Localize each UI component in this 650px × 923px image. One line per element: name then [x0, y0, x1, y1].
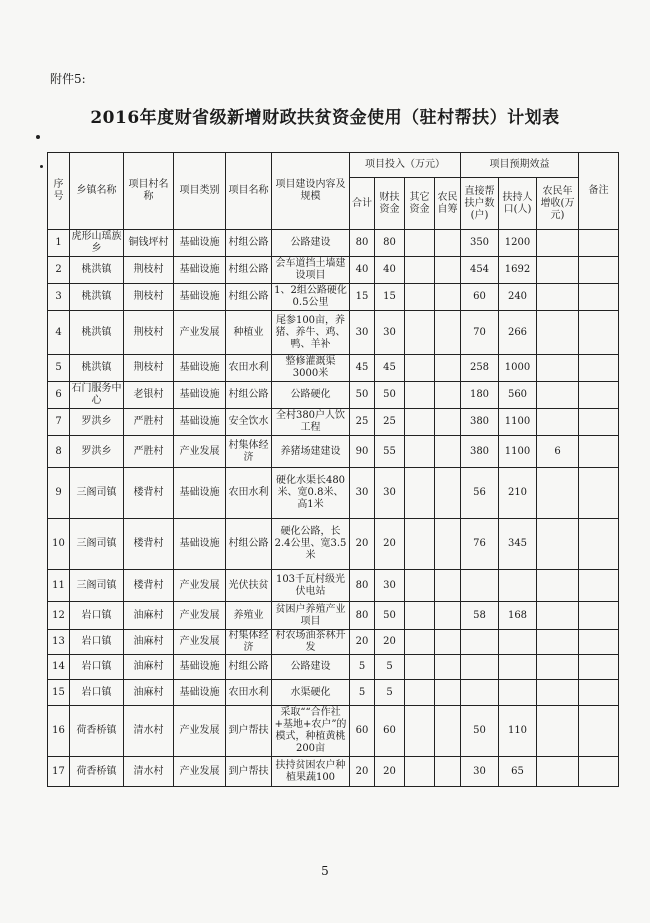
cell-income [537, 655, 579, 680]
table-row [48, 706, 619, 757]
table-row [48, 284, 619, 311]
cell-category: 产业发展 [174, 757, 226, 787]
cell-seq: 14 [48, 655, 70, 680]
cell-households [461, 630, 499, 655]
cell-farmer [435, 284, 461, 311]
cell-fiscal: 20 [375, 630, 405, 655]
cell-remarks [579, 706, 619, 757]
cell-fiscal: 5 [375, 655, 405, 680]
table-row [48, 311, 619, 355]
cell-category: 基础设施 [174, 382, 226, 409]
cell-fiscal: 60 [375, 706, 405, 757]
header-population: 扶持人口(人) [499, 178, 537, 230]
header-remarks: 备注 [579, 153, 619, 230]
header-farmer: 农民自筹 [435, 178, 461, 230]
cell-project-name: 农田水利 [226, 355, 272, 382]
table-row [48, 570, 619, 602]
cell-remarks [579, 602, 619, 630]
cell-farmer [435, 680, 461, 706]
cell-content: 会车道挡土墙建设项目 [272, 257, 350, 284]
cell-remarks [579, 355, 619, 382]
cell-other [405, 655, 435, 680]
cell-village: 油麻村 [124, 602, 174, 630]
table-row [48, 757, 619, 787]
cell-other [405, 382, 435, 409]
cell-other [405, 602, 435, 630]
cell-population: 210 [499, 468, 537, 519]
cell-other [405, 757, 435, 787]
header-fiscal: 财扶资金 [375, 178, 405, 230]
cell-town: 罗洪乡 [70, 409, 124, 436]
cell-farmer [435, 257, 461, 284]
cell-remarks [579, 757, 619, 787]
cell-fiscal: 30 [375, 570, 405, 602]
cell-remarks [579, 570, 619, 602]
cell-income [537, 409, 579, 436]
cell-total: 15 [350, 284, 375, 311]
cell-population [499, 630, 537, 655]
cell-town: 荷香桥镇 [70, 706, 124, 757]
cell-population: 240 [499, 284, 537, 311]
page-number: 5 [321, 864, 329, 878]
cell-project-name: 村组公路 [226, 519, 272, 570]
plan-table [47, 152, 619, 787]
table-row [48, 409, 619, 436]
cell-category: 产业发展 [174, 436, 226, 468]
cell-content: 整修灌溉渠3000米 [272, 355, 350, 382]
cell-other [405, 468, 435, 519]
cell-income [537, 706, 579, 757]
cell-town: 罗洪乡 [70, 436, 124, 468]
cell-other [405, 311, 435, 355]
cell-remarks [579, 680, 619, 706]
header-other: 其它资金 [405, 178, 435, 230]
cell-content: 养猪场建建设 [272, 436, 350, 468]
cell-category: 基础设施 [174, 680, 226, 706]
cell-seq: 5 [48, 355, 70, 382]
cell-project-name: 到户帮扶 [226, 706, 272, 757]
cell-content: 尾参100亩，养猪、养牛、鸡、鸭、羊补 [272, 311, 350, 355]
cell-content: 采取““合作社+基地+农户”的模式，种植黄桃200亩 [272, 706, 350, 757]
cell-seq: 2 [48, 257, 70, 284]
cell-seq: 10 [48, 519, 70, 570]
cell-village: 老银村 [124, 382, 174, 409]
document-title: 2016年度财省级新增财政扶贫资金使用（驻村帮扶）计划表 [90, 108, 560, 128]
cell-other [405, 257, 435, 284]
cell-farmer [435, 570, 461, 602]
cell-seq: 8 [48, 436, 70, 468]
cell-town: 岩口镇 [70, 630, 124, 655]
cell-village: 油麻村 [124, 680, 174, 706]
cell-farmer [435, 655, 461, 680]
cell-category: 产业发展 [174, 602, 226, 630]
cell-households: 180 [461, 382, 499, 409]
cell-remarks [579, 655, 619, 680]
scan-mark [40, 165, 43, 168]
cell-project-name: 村组公路 [226, 382, 272, 409]
cell-households: 30 [461, 757, 499, 787]
header-village: 项目村名称 [124, 153, 174, 230]
cell-income [537, 284, 579, 311]
cell-project-name: 村组公路 [226, 655, 272, 680]
table-row [48, 680, 619, 706]
cell-fiscal: 30 [375, 311, 405, 355]
table-row [48, 602, 619, 630]
cell-farmer [435, 355, 461, 382]
cell-income [537, 570, 579, 602]
cell-town: 三阁司镇 [70, 519, 124, 570]
cell-households: 70 [461, 311, 499, 355]
cell-seq: 15 [48, 680, 70, 706]
cell-content: 公路建设 [272, 655, 350, 680]
cell-seq: 12 [48, 602, 70, 630]
cell-seq: 7 [48, 409, 70, 436]
cell-total: 25 [350, 409, 375, 436]
scan-mark [36, 135, 40, 139]
cell-town: 岩口镇 [70, 680, 124, 706]
cell-project-name: 农田水利 [226, 680, 272, 706]
cell-other [405, 409, 435, 436]
cell-category: 基础设施 [174, 355, 226, 382]
header-seq: 序号 [48, 153, 70, 230]
cell-category: 基础设施 [174, 655, 226, 680]
cell-farmer [435, 409, 461, 436]
cell-population: 266 [499, 311, 537, 355]
cell-households: 50 [461, 706, 499, 757]
cell-fiscal: 5 [375, 680, 405, 706]
cell-households: 258 [461, 355, 499, 382]
cell-remarks [579, 519, 619, 570]
table-body [48, 230, 619, 787]
cell-village: 清水村 [124, 706, 174, 757]
cell-project-name: 养殖业 [226, 602, 272, 630]
cell-households: 454 [461, 257, 499, 284]
cell-remarks [579, 468, 619, 519]
cell-seq: 17 [48, 757, 70, 787]
cell-farmer [435, 382, 461, 409]
cell-income [537, 630, 579, 655]
cell-households: 380 [461, 436, 499, 468]
cell-village: 荆枝村 [124, 257, 174, 284]
cell-other [405, 230, 435, 257]
cell-town: 三阁司镇 [70, 570, 124, 602]
cell-households: 56 [461, 468, 499, 519]
cell-total: 45 [350, 355, 375, 382]
cell-town: 三阁司镇 [70, 468, 124, 519]
cell-town: 桃洪镇 [70, 355, 124, 382]
table-row [48, 655, 619, 680]
cell-total: 30 [350, 311, 375, 355]
cell-village: 严胜村 [124, 436, 174, 468]
cell-remarks [579, 257, 619, 284]
cell-population: 65 [499, 757, 537, 787]
table-row [48, 436, 619, 468]
cell-income [537, 519, 579, 570]
cell-town: 荷香桥镇 [70, 757, 124, 787]
cell-seq: 16 [48, 706, 70, 757]
cell-income [537, 602, 579, 630]
cell-remarks [579, 382, 619, 409]
header-total: 合计 [350, 178, 375, 230]
cell-other [405, 706, 435, 757]
cell-total: 5 [350, 655, 375, 680]
header-investment-group: 项目投入（万元） [350, 153, 461, 178]
header-category: 项目类别 [174, 153, 226, 230]
cell-content: 村农场油茶林开发 [272, 630, 350, 655]
cell-project-name: 村组公路 [226, 257, 272, 284]
cell-total: 80 [350, 230, 375, 257]
cell-fiscal: 55 [375, 436, 405, 468]
cell-income [537, 382, 579, 409]
cell-population: 1100 [499, 409, 537, 436]
cell-population: 1100 [499, 436, 537, 468]
cell-households [461, 680, 499, 706]
cell-total: 60 [350, 706, 375, 757]
cell-village: 荆枝村 [124, 284, 174, 311]
cell-total: 5 [350, 680, 375, 706]
header-content: 项目建设内容及规模 [272, 153, 350, 230]
cell-income [537, 230, 579, 257]
cell-town: 岩口镇 [70, 602, 124, 630]
cell-content: 扶持贫困农户种植果蔬100 [272, 757, 350, 787]
cell-fiscal: 15 [375, 284, 405, 311]
cell-content: 硬化公路，长2.4公里、宽3.5米 [272, 519, 350, 570]
cell-town: 石门服务中心 [70, 382, 124, 409]
cell-village: 清水村 [124, 757, 174, 787]
cell-population: 560 [499, 382, 537, 409]
cell-fiscal: 30 [375, 468, 405, 519]
cell-other [405, 355, 435, 382]
cell-population: 1692 [499, 257, 537, 284]
cell-content: 硬化水渠长480米、宽0.8米、高1米 [272, 468, 350, 519]
cell-total: 80 [350, 570, 375, 602]
cell-village: 楼背村 [124, 468, 174, 519]
cell-total: 30 [350, 468, 375, 519]
cell-population [499, 570, 537, 602]
cell-project-name: 村组公路 [226, 284, 272, 311]
cell-category: 基础设施 [174, 284, 226, 311]
cell-fiscal: 45 [375, 355, 405, 382]
cell-income [537, 311, 579, 355]
cell-farmer [435, 630, 461, 655]
cell-category: 基础设施 [174, 230, 226, 257]
cell-content: 贫困户养殖产业项目 [272, 602, 350, 630]
cell-income [537, 680, 579, 706]
header-project-name: 项目名称 [226, 153, 272, 230]
table-row [48, 468, 619, 519]
cell-farmer [435, 602, 461, 630]
cell-seq: 6 [48, 382, 70, 409]
cell-category: 产业发展 [174, 706, 226, 757]
cell-content: 公路硬化 [272, 382, 350, 409]
cell-other [405, 519, 435, 570]
cell-category: 基础设施 [174, 519, 226, 570]
cell-content: 公路建设 [272, 230, 350, 257]
cell-income [537, 468, 579, 519]
header-town: 乡镇名称 [70, 153, 124, 230]
cell-content: 全村380户人饮工程 [272, 409, 350, 436]
cell-households [461, 655, 499, 680]
cell-fiscal: 20 [375, 519, 405, 570]
cell-income [537, 355, 579, 382]
header-income: 农民年增收(万元) [537, 178, 579, 230]
cell-town: 桃洪镇 [70, 284, 124, 311]
cell-total: 20 [350, 519, 375, 570]
cell-total: 50 [350, 382, 375, 409]
cell-village: 楼背村 [124, 519, 174, 570]
cell-other [405, 570, 435, 602]
cell-project-name: 光伏扶贫 [226, 570, 272, 602]
cell-remarks [579, 409, 619, 436]
cell-fiscal: 50 [375, 602, 405, 630]
cell-total: 20 [350, 757, 375, 787]
cell-farmer [435, 311, 461, 355]
cell-households: 58 [461, 602, 499, 630]
cell-income: 6 [537, 436, 579, 468]
cell-project-name: 农田水利 [226, 468, 272, 519]
cell-remarks [579, 230, 619, 257]
cell-content: 水渠硬化 [272, 680, 350, 706]
cell-fiscal: 80 [375, 230, 405, 257]
cell-category: 基础设施 [174, 468, 226, 519]
cell-category: 基础设施 [174, 257, 226, 284]
cell-fiscal: 25 [375, 409, 405, 436]
cell-project-name: 安全饮水 [226, 409, 272, 436]
cell-income [537, 257, 579, 284]
table-row [48, 519, 619, 570]
cell-village: 楼背村 [124, 570, 174, 602]
cell-other [405, 284, 435, 311]
cell-project-name: 村集体经济 [226, 436, 272, 468]
cell-other [405, 630, 435, 655]
cell-category: 产业发展 [174, 630, 226, 655]
cell-total: 80 [350, 602, 375, 630]
cell-seq: 11 [48, 570, 70, 602]
cell-category: 基础设施 [174, 409, 226, 436]
cell-content: 103千瓦村级光伏电站 [272, 570, 350, 602]
cell-population: 1000 [499, 355, 537, 382]
cell-income [537, 757, 579, 787]
table-row [48, 355, 619, 382]
cell-households: 380 [461, 409, 499, 436]
cell-village: 油麻村 [124, 630, 174, 655]
cell-project-name: 村组公路 [226, 230, 272, 257]
cell-population [499, 655, 537, 680]
cell-village: 严胜村 [124, 409, 174, 436]
cell-total: 20 [350, 630, 375, 655]
cell-category: 产业发展 [174, 570, 226, 602]
table-row [48, 382, 619, 409]
cell-remarks [579, 311, 619, 355]
cell-seq: 13 [48, 630, 70, 655]
cell-village: 铜钱坪村 [124, 230, 174, 257]
cell-category: 产业发展 [174, 311, 226, 355]
cell-seq: 9 [48, 468, 70, 519]
cell-households: 76 [461, 519, 499, 570]
cell-content: 1、2组公路硬化0.5公里 [272, 284, 350, 311]
cell-village: 油麻村 [124, 655, 174, 680]
cell-population [499, 680, 537, 706]
cell-other [405, 436, 435, 468]
cell-town: 桃洪镇 [70, 257, 124, 284]
table-row [48, 630, 619, 655]
cell-town: 桃洪镇 [70, 311, 124, 355]
cell-total: 90 [350, 436, 375, 468]
cell-town: 岩口镇 [70, 655, 124, 680]
table-row [48, 230, 619, 257]
cell-village: 荆枝村 [124, 355, 174, 382]
cell-seq: 1 [48, 230, 70, 257]
cell-households: 350 [461, 230, 499, 257]
cell-farmer [435, 757, 461, 787]
cell-project-name: 到户帮扶 [226, 757, 272, 787]
cell-project-name: 村集体经济 [226, 630, 272, 655]
cell-total: 40 [350, 257, 375, 284]
cell-town: 虎形山瑶族乡 [70, 230, 124, 257]
cell-other [405, 680, 435, 706]
cell-farmer [435, 436, 461, 468]
cell-population: 110 [499, 706, 537, 757]
cell-households: 60 [461, 284, 499, 311]
cell-project-name: 种植业 [226, 311, 272, 355]
cell-population: 345 [499, 519, 537, 570]
header-benefit-group: 项目预期效益 [461, 153, 579, 178]
table-row [48, 257, 619, 284]
cell-seq: 3 [48, 284, 70, 311]
cell-population: 168 [499, 602, 537, 630]
cell-fiscal: 20 [375, 757, 405, 787]
attachment-label: 附件5: [50, 72, 86, 86]
cell-village: 荆枝村 [124, 311, 174, 355]
cell-farmer [435, 230, 461, 257]
cell-farmer [435, 519, 461, 570]
cell-remarks [579, 630, 619, 655]
cell-fiscal: 50 [375, 382, 405, 409]
cell-population: 1200 [499, 230, 537, 257]
header-households: 直接帮扶户数(户) [461, 178, 499, 230]
cell-seq: 4 [48, 311, 70, 355]
cell-remarks [579, 436, 619, 468]
cell-farmer [435, 706, 461, 757]
cell-remarks [579, 284, 619, 311]
cell-households [461, 570, 499, 602]
cell-farmer [435, 468, 461, 519]
cell-fiscal: 40 [375, 257, 405, 284]
